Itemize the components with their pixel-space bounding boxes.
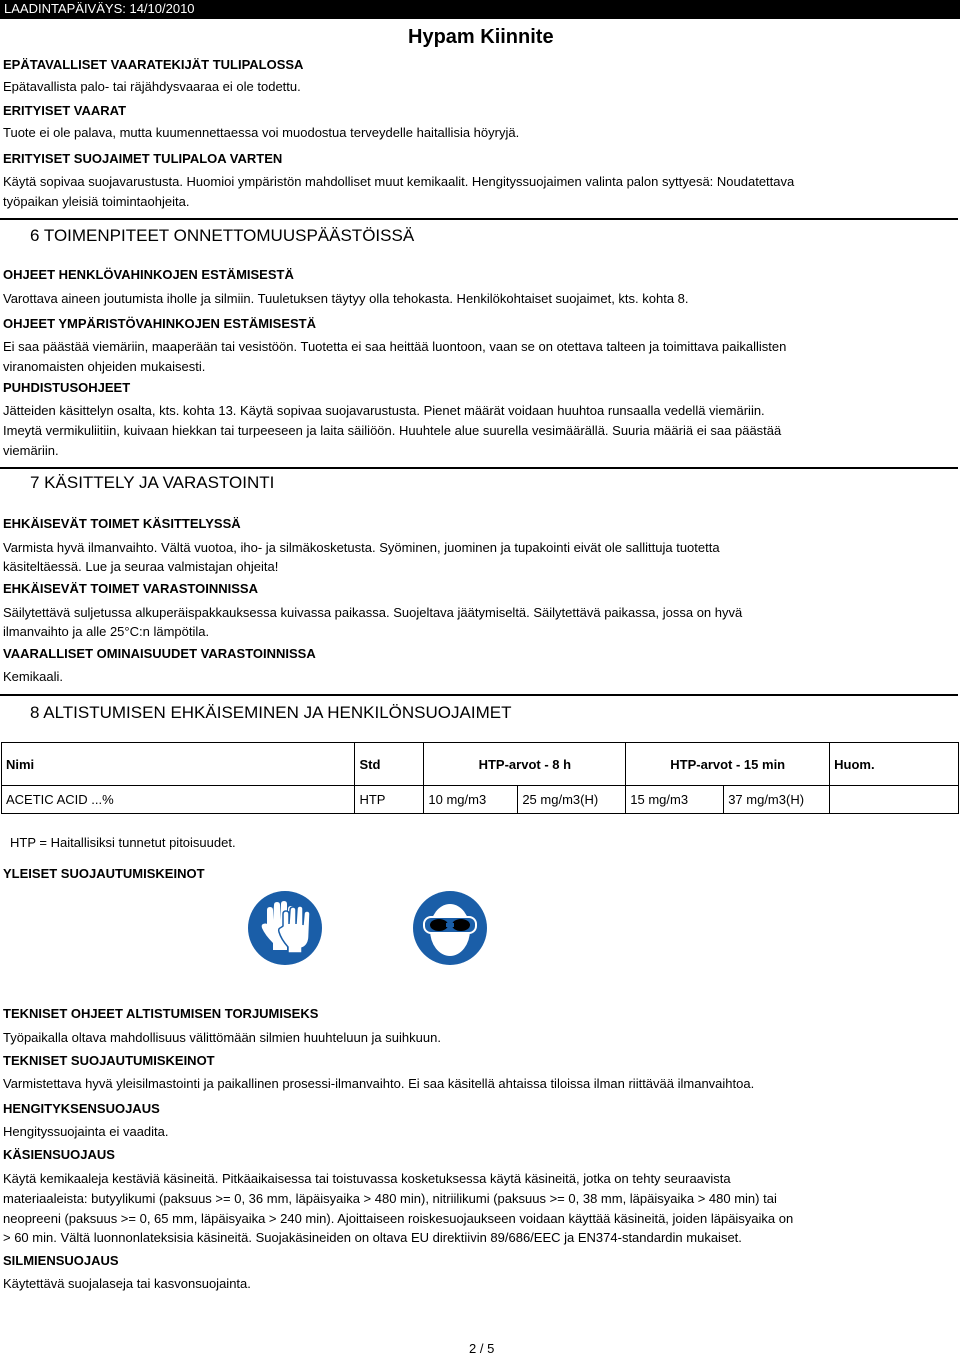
text-cleanup-3: viemäriin. xyxy=(3,443,59,458)
heading-cleanup: PUHDISTUSOHJEET xyxy=(3,380,131,395)
text-technical-measures: Työpaikalla oltava mahdollisuus välittömään silmien huuhteluun ja suihkuun. xyxy=(3,1030,441,1045)
heading-general-protection: YLEISET SUOJAUTUMISKEINOT xyxy=(3,866,205,881)
cell-htp-15min-mg: 37 mg/m3(H) xyxy=(724,786,830,814)
table-header-row xyxy=(2,743,959,786)
text-personal-precautions: Varottava aineen joutumista iholle ja silmiin. Tuuletuksen täytyy olla tehokasta. Henkilökohtaiset suojaimet, kts. kohta 8. xyxy=(3,291,689,306)
text-respiratory-protection: Hengityssuojainta ei vaadita. xyxy=(3,1124,169,1139)
heading-hand-protection: KÄSIENSUOJAUS xyxy=(3,1147,115,1162)
text-eye-protection: Käytettävä suojalaseja tai kasvonsuojainta. xyxy=(3,1276,251,1291)
cell-note xyxy=(830,786,959,814)
heading-handling: EHKÄISEVÄT TOIMET KÄSITTELYSSÄ xyxy=(3,516,241,531)
section-6-title: 6 TOIMENPITEET ONNETTOMUUSPÄÄSTÖISSÄ xyxy=(30,226,415,245)
heading-personal-precautions: OHJEET HENKLÖVAHINKOJEN ESTÄMISESTÄ xyxy=(3,267,294,282)
text-hand-protection-3: neopreeni (paksuus >= 0, 65 mm, läpäisyaika > 240 min). Ajoittaiseen roiskesuojaukseen voidaan käyttää käsineitä, joiden läpäisyaika on xyxy=(3,1211,794,1226)
text-fire-protective-equipment-2: työpaikan yleisiä toimintaohjeita. xyxy=(3,194,190,209)
section-8-title: 8 ALTISTUMISEN EHKÄISEMINEN JA HENKILÖNSUOJAIMET xyxy=(30,703,512,722)
gloves-icon xyxy=(247,890,323,971)
heading-fire-protective-equipment: ERITYISET SUOJAIMET TULIPALOA VARTEN xyxy=(3,151,283,166)
section-divider xyxy=(0,694,958,696)
heading-technical-measures: TEKNISET OHJEET ALTISTUMISEN TORJUMISEKS xyxy=(3,1006,319,1021)
column-header-name: Nimi xyxy=(2,743,355,786)
heading-specific-hazards: ERITYISET VAARAT xyxy=(3,103,127,118)
text-specific-hazards: Tuote ei ole palava, mutta kuumennettaessa voi muodostua terveydelle haitallisia höyryjä. xyxy=(3,125,520,140)
cell-htp-15min-ppm: 15 mg/m3 xyxy=(626,786,724,814)
text-cleanup-2: Imeytä vermikuliitiin, kuivaan hiekkan tai turpeeseen ja laita säiliöön. Huuhtele alue suurella vesimäärällä. Suuria määriä ei saa päästää xyxy=(3,423,782,438)
cell-std: HTP xyxy=(355,786,424,814)
column-header-note: Huom. xyxy=(830,743,959,786)
heading-technical-protection: TEKNISET SUOJAUTUMISKEINOT xyxy=(3,1053,215,1068)
heading-storage: EHKÄISEVÄT TOIMET VARASTOINNISSA xyxy=(3,581,258,596)
text-hand-protection-1: Käytä kemikaaleja kestäviä käsineitä. Pitkäaikaisessa tai toistuvassa kosketuksessa käytä käsineitä, jotka on tehty seuraavista xyxy=(3,1171,731,1186)
heading-eye-protection: SILMIENSUOJAUS xyxy=(3,1253,119,1268)
document-title: Hypam Kiinnite xyxy=(408,26,554,48)
text-handling-2: käsiteltäessä. Lue ja seuraa valmistajan ohjeita! xyxy=(3,559,279,574)
text-fire-protective-equipment-1: Käytä sopivaa suojavarustusta. Huomioi ympäristön mahdolliset muut kemikaalit. Hengityssuojaimen valinta palon syttyesä: Noudatettava xyxy=(3,174,795,189)
section-divider xyxy=(0,467,958,469)
heading-environmental-precautions: OHJEET YMPÄRISTÖVAHINKOJEN ESTÄMISESTÄ xyxy=(3,316,317,331)
text-unusual-fire-hazards: Epätavallista palo- tai räjähdysvaaraa ei ole todettu. xyxy=(3,79,301,94)
text-hand-protection-2: materiaaleista: butyylikumi (paksuus >= 0, 36 mm, läpäisyaika > 480 min), nitriilikumi (paksuus >= 0, 38 mm, läpäisyaika > 480 min) tai xyxy=(3,1191,777,1206)
column-header-htp-8h: HTP-arvot - 8 h xyxy=(424,743,626,786)
page-number: 2 / 5 xyxy=(469,1341,495,1356)
text-handling-1: Varmista hyvä ilmanvaihto. Vältä vuotoa, iho- ja silmäkosketusta. Syöminen, juominen ja tupakointi eivät ole sallittuja tuotetta xyxy=(3,540,720,555)
text-environmental-precautions-2: viranomaisten ohjeiden mukaisesti. xyxy=(3,359,206,374)
heading-storage-hazards: VAARALLISET OMINAISUUDET VARASTOINNISSA xyxy=(3,646,316,661)
text-technical-protection: Varmistettava hyvä yleisilmastointi ja paikallinen prosessi-ilmanvaihto. Ei saa käsitellä ahtaissa tiloissa ilman riittävää ilmanvaihtoa. xyxy=(3,1076,755,1091)
section-7-title: 7 KÄSITTELY JA VARASTOINTI xyxy=(30,473,275,492)
section-divider xyxy=(0,218,958,220)
table-row xyxy=(2,786,959,814)
column-header-htp-15min: HTP-arvot - 15 min xyxy=(626,743,830,786)
cell-htp-8h-mg: 25 mg/m3(H) xyxy=(518,786,626,814)
heading-respiratory-protection: HENGITYKSENSUOJAUS xyxy=(3,1101,160,1116)
revision-date: LAADINTAPÄIVÄYS: 14/10/2010 xyxy=(4,1,195,16)
text-cleanup-1: Jätteiden käsittelyn osalta, kts. kohta 13. Käytä sopivaa suojavarustusta. Pienet määrät voidaan huuhtoa runsaalla vedellä viemäriin. xyxy=(3,403,765,418)
text-storage-2: ilmanvaihto ja alle 25°C:n lämpötila. xyxy=(3,624,210,639)
goggles-icon xyxy=(412,890,488,971)
column-header-std: Std xyxy=(355,743,424,786)
revision-header xyxy=(0,0,960,19)
heading-unusual-fire-hazards: EPÄTAVALLISET VAARATEKIJÄT TULIPALOSSA xyxy=(3,57,304,72)
text-environmental-precautions-1: Ei saa päästää viemäriin, maaperään tai vesistöön. Tuotetta ei saa heittää luontoon, vaan se on otettava talteen ja toimittava paikallisten xyxy=(3,339,787,354)
text-hand-protection-4: > 60 min. Vältä luonnonlateksisia käsineitä. Suojakäsineiden on oltava EU direktiivin 89/686/EEC ja EN374-standardin mukaiset. xyxy=(3,1230,742,1245)
exposure-limits-table xyxy=(1,742,959,814)
text-storage-1: Säilytettävä suljetussa alkuperäispakkauksessa kuivassa paikassa. Suojeltava jäätymiseltä. Säilytettävä paikassa, jossa on hyvä xyxy=(3,605,743,620)
cell-substance-name: ACETIC ACID ...% xyxy=(2,786,355,814)
cell-htp-8h-ppm: 10 mg/m3 xyxy=(424,786,518,814)
text-storage-hazards: Kemikaali. xyxy=(3,669,63,684)
htp-note: HTP = Haitallisiksi tunnetut pitoisuudet. xyxy=(10,835,236,850)
